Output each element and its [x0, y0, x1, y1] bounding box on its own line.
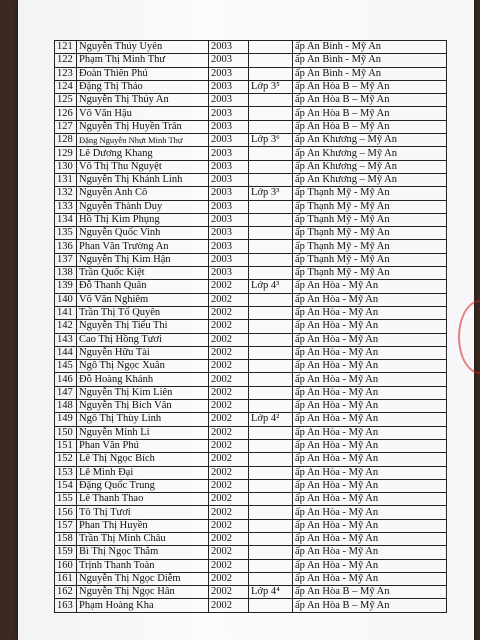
stt-cell: 155: [55, 493, 77, 506]
address-cell: ấp An Hòa - Mỹ An: [293, 559, 447, 572]
year-cell: 2002: [209, 346, 249, 359]
table-row: [55, 67, 447, 80]
address-cell: ấp An Hòa - Mỹ An: [293, 280, 447, 293]
class-cell: [249, 67, 293, 80]
name-cell: Nguyễn Quốc Vinh: [77, 227, 209, 240]
address-cell: ấp An Hòa - Mỹ An: [293, 293, 447, 306]
stt-cell: 132: [55, 187, 77, 200]
table-row: [55, 240, 447, 253]
stt-cell: 124: [55, 80, 77, 93]
table-row: [55, 479, 447, 492]
year-cell: 2003: [209, 253, 249, 266]
name-cell: Võ Văn Nghiêm: [77, 293, 209, 306]
name-cell: Nguyễn Thị Huyền Trân: [77, 120, 209, 133]
class-cell: Lớp 4⁴: [249, 586, 293, 599]
name-cell: Nguyễn Thị Thúy An: [77, 94, 209, 107]
table-row: [55, 466, 447, 479]
stt-cell: 149: [55, 413, 77, 426]
class-cell: [249, 160, 293, 173]
address-cell: ấp An Hòa B – Mỹ An: [293, 107, 447, 120]
year-cell: 2002: [209, 320, 249, 333]
class-cell: [249, 54, 293, 67]
year-cell: 2003: [209, 200, 249, 213]
class-cell: [249, 360, 293, 373]
table-row: [55, 493, 447, 506]
year-cell: 2002: [209, 493, 249, 506]
address-cell: ấp An Hòa - Mỹ An: [293, 413, 447, 426]
class-cell: [249, 453, 293, 466]
student-table-body: [55, 41, 447, 613]
class-cell: Lớp 3⁶: [249, 134, 293, 147]
stt-cell: 140: [55, 293, 77, 306]
year-cell: 2002: [209, 479, 249, 492]
address-cell: ấp Thạnh Mỹ - Mỹ An: [293, 253, 447, 266]
name-cell: Phan Văn Phú: [77, 439, 209, 452]
address-cell: ấp An Hòa - Mỹ An: [293, 360, 447, 373]
stt-cell: 142: [55, 320, 77, 333]
name-cell: Phạm Thị Minh Thư: [77, 54, 209, 67]
class-cell: [249, 426, 293, 439]
class-cell: [249, 572, 293, 585]
year-cell: 2003: [209, 240, 249, 253]
name-cell: Phạm Hoàng Kha: [77, 599, 209, 612]
year-cell: 2002: [209, 453, 249, 466]
name-cell: Đỗ Thanh Quân: [77, 280, 209, 293]
stt-cell: 137: [55, 253, 77, 266]
table-row: [55, 346, 447, 359]
year-cell: 2002: [209, 506, 249, 519]
stt-cell: 162: [55, 586, 77, 599]
name-cell: Nguyễn Thị Ngọc Diễm: [77, 572, 209, 585]
table-row: [55, 147, 447, 160]
year-cell: 2003: [209, 147, 249, 160]
class-cell: [249, 519, 293, 532]
name-cell: Võ Văn Hậu: [77, 107, 209, 120]
stt-cell: 125: [55, 94, 77, 107]
address-cell: ấp An Hòa - Mỹ An: [293, 493, 447, 506]
class-cell: [249, 227, 293, 240]
stt-cell: 121: [55, 41, 77, 54]
address-cell: ấp An Hòa B – Mỹ An: [293, 94, 447, 107]
stt-cell: 161: [55, 572, 77, 585]
name-cell: Trần Thị Minh Châu: [77, 532, 209, 545]
year-cell: 2003: [209, 94, 249, 107]
year-cell: 2002: [209, 360, 249, 373]
class-cell: Lớp 3⁵: [249, 80, 293, 93]
name-cell: Nguyễn Thị Ngọc Hân: [77, 586, 209, 599]
table-row: [55, 41, 447, 54]
table-row: [55, 200, 447, 213]
table-row: [55, 120, 447, 133]
table-row: [55, 439, 447, 452]
year-cell: 2002: [209, 373, 249, 386]
class-cell: [249, 559, 293, 572]
student-table: [54, 40, 447, 613]
stt-cell: 148: [55, 400, 77, 413]
year-cell: 2002: [209, 572, 249, 585]
stt-cell: 123: [55, 67, 77, 80]
stt-cell: 129: [55, 147, 77, 160]
table-row: [55, 280, 447, 293]
address-cell: ấp An Hòa - Mỹ An: [293, 333, 447, 346]
address-cell: ấp An Hòa - Mỹ An: [293, 453, 447, 466]
name-cell: Lê Thanh Thao: [77, 493, 209, 506]
address-cell: ấp An Hòa - Mỹ An: [293, 506, 447, 519]
table-row: [55, 54, 447, 67]
class-cell: [249, 213, 293, 226]
stt-cell: 131: [55, 173, 77, 186]
year-cell: 2002: [209, 586, 249, 599]
name-cell: Trịnh Thanh Toàn: [77, 559, 209, 572]
address-cell: ấp An Hòa - Mỹ An: [293, 346, 447, 359]
class-cell: [249, 532, 293, 545]
table-row: [55, 599, 447, 612]
class-cell: [249, 267, 293, 280]
class-cell: [249, 320, 293, 333]
address-cell: ấp An Hòa B – Mỹ An: [293, 120, 447, 133]
name-cell: Lê Thị Ngọc Bích: [77, 453, 209, 466]
address-cell: ấp An Hòa - Mỹ An: [293, 320, 447, 333]
year-cell: 2003: [209, 227, 249, 240]
name-cell: Nguyễn Hữu Tài: [77, 346, 209, 359]
year-cell: 2002: [209, 413, 249, 426]
address-cell: ấp An Hòa B – Mỹ An: [293, 586, 447, 599]
name-cell: Đặng Quốc Trung: [77, 479, 209, 492]
table-row: [55, 426, 447, 439]
table-row: [55, 253, 447, 266]
name-cell: Ngô Thị Thùy Linh: [77, 413, 209, 426]
table-row: [55, 320, 447, 333]
class-cell: [249, 120, 293, 133]
class-cell: [249, 200, 293, 213]
name-cell: Phan Thị Huyền: [77, 519, 209, 532]
stt-cell: 126: [55, 107, 77, 120]
address-cell: ấp Thạnh Mỹ - Mỹ An: [293, 200, 447, 213]
table-row: [55, 187, 447, 200]
stt-cell: 130: [55, 160, 77, 173]
year-cell: 2002: [209, 280, 249, 293]
stt-cell: 138: [55, 267, 77, 280]
class-cell: [249, 253, 293, 266]
address-cell: ấp An Khương – Mỹ An: [293, 134, 447, 147]
year-cell: 2002: [209, 466, 249, 479]
table-row: [55, 519, 447, 532]
class-cell: [249, 240, 293, 253]
year-cell: 2002: [209, 293, 249, 306]
address-cell: ấp An Hòa - Mỹ An: [293, 400, 447, 413]
year-cell: 2003: [209, 187, 249, 200]
name-cell: Võ Thị Thu Nguyệt: [77, 160, 209, 173]
year-cell: 2003: [209, 267, 249, 280]
address-cell: ấp An Khương – Mỹ An: [293, 160, 447, 173]
table-row: [55, 293, 447, 306]
stt-cell: 153: [55, 466, 77, 479]
address-cell: ấp An Bình - Mỹ An: [293, 54, 447, 67]
address-cell: ấp An Hòa - Mỹ An: [293, 439, 447, 452]
address-cell: ấp An Hòa - Mỹ An: [293, 466, 447, 479]
table-row: [55, 559, 447, 572]
name-cell: Tô Thị Tươi: [77, 506, 209, 519]
table-row: [55, 413, 447, 426]
name-cell: Đỗ Hoàng Khánh: [77, 373, 209, 386]
class-cell: Lớp 4³: [249, 280, 293, 293]
stt-cell: 135: [55, 227, 77, 240]
name-cell: Nguyễn Minh Lí: [77, 426, 209, 439]
stt-cell: 128: [55, 134, 77, 147]
table-row: [55, 333, 447, 346]
name-cell: Cao Thị Hồng Tươi: [77, 333, 209, 346]
stt-cell: 139: [55, 280, 77, 293]
name-cell: Trần Thị Tố Quyên: [77, 306, 209, 319]
year-cell: 2002: [209, 306, 249, 319]
name-cell: Nguyễn Anh Cô: [77, 187, 209, 200]
table-row: [55, 532, 447, 545]
table-row: [55, 386, 447, 399]
address-cell: ấp An Hòa - Mỹ An: [293, 373, 447, 386]
stt-cell: 156: [55, 506, 77, 519]
year-cell: 2003: [209, 120, 249, 133]
name-cell: Lê Minh Đại: [77, 466, 209, 479]
address-cell: ấp An Bình - Mỹ An: [293, 67, 447, 80]
class-cell: [249, 400, 293, 413]
stt-cell: 122: [55, 54, 77, 67]
name-cell: Nguyễn Thị Tiểu Thi: [77, 320, 209, 333]
year-cell: 2002: [209, 532, 249, 545]
year-cell: 2002: [209, 599, 249, 612]
table-row: [55, 213, 447, 226]
address-cell: ấp Thạnh Mỹ - Mỹ An: [293, 240, 447, 253]
address-cell: ấp An Hòa - Mỹ An: [293, 426, 447, 439]
address-cell: ấp An Khương – Mỹ An: [293, 173, 447, 186]
class-cell: [249, 107, 293, 120]
year-cell: 2002: [209, 426, 249, 439]
year-cell: 2003: [209, 54, 249, 67]
class-cell: [249, 493, 293, 506]
stt-cell: 152: [55, 453, 77, 466]
class-cell: [249, 333, 293, 346]
stt-cell: 143: [55, 333, 77, 346]
name-cell: Hồ Thị Kim Phụng: [77, 213, 209, 226]
stt-cell: 127: [55, 120, 77, 133]
address-cell: ấp An Hòa - Mỹ An: [293, 519, 447, 532]
name-cell: Lê Dương Khang: [77, 147, 209, 160]
class-cell: [249, 41, 293, 54]
name-cell: Trần Quốc Kiệt: [77, 267, 209, 280]
stt-cell: 147: [55, 386, 77, 399]
table-row: [55, 107, 447, 120]
table-row: [55, 453, 447, 466]
class-cell: [249, 306, 293, 319]
class-cell: [249, 599, 293, 612]
table-row: [55, 173, 447, 186]
name-cell: Nguyễn Thị Kim Hận: [77, 253, 209, 266]
name-cell: Bì Thị Ngọc Thắm: [77, 546, 209, 559]
table-row: [55, 80, 447, 93]
name-cell: Phan Văn Trường An: [77, 240, 209, 253]
name-cell: Nguyễn Thị Bích Vân: [77, 400, 209, 413]
table-row: [55, 360, 447, 373]
stt-cell: 151: [55, 439, 77, 452]
name-cell: Đoàn Thiên Phú: [77, 67, 209, 80]
stt-cell: 160: [55, 559, 77, 572]
address-cell: ấp An Hòa - Mỹ An: [293, 572, 447, 585]
stt-cell: 141: [55, 306, 77, 319]
stt-cell: 157: [55, 519, 77, 532]
address-cell: ấp An Hòa B – Mỹ An: [293, 599, 447, 612]
class-cell: [249, 466, 293, 479]
name-cell: Nguyễn Thúy Uyên: [77, 41, 209, 54]
name-cell: Ngô Thị Ngọc Xuân: [77, 360, 209, 373]
name-cell: Đặng Thị Thảo: [77, 80, 209, 93]
name-cell: Nguyễn Thành Duy: [77, 200, 209, 213]
class-cell: [249, 546, 293, 559]
table-row: [55, 227, 447, 240]
address-cell: ấp Thạnh Mỹ - Mỹ An: [293, 267, 447, 280]
stt-cell: 154: [55, 479, 77, 492]
class-cell: [249, 147, 293, 160]
stt-cell: 144: [55, 346, 77, 359]
address-cell: ấp An Khương – Mỹ An: [293, 147, 447, 160]
name-cell: Nguyễn Thị Khánh Linh: [77, 173, 209, 186]
class-cell: Lớp 4²: [249, 413, 293, 426]
year-cell: 2003: [209, 160, 249, 173]
table-row: [55, 572, 447, 585]
class-cell: [249, 373, 293, 386]
year-cell: 2003: [209, 107, 249, 120]
class-cell: Lớp 3³: [249, 187, 293, 200]
table-row: [55, 94, 447, 107]
year-cell: 2003: [209, 134, 249, 147]
stt-cell: 133: [55, 200, 77, 213]
address-cell: ấp An Hòa - Mỹ An: [293, 386, 447, 399]
address-cell: ấp An Hòa - Mỹ An: [293, 306, 447, 319]
class-cell: [249, 173, 293, 186]
year-cell: 2003: [209, 173, 249, 186]
table-row: [55, 400, 447, 413]
year-cell: 2002: [209, 519, 249, 532]
stt-cell: 145: [55, 360, 77, 373]
year-cell: 2002: [209, 400, 249, 413]
address-cell: ấp An Bình - Mỹ An: [293, 41, 447, 54]
stt-cell: 159: [55, 546, 77, 559]
class-cell: [249, 506, 293, 519]
address-cell: ấp Thạnh Mỹ - Mỹ An: [293, 187, 447, 200]
name-cell: Nguyễn Thị Kim Liên: [77, 386, 209, 399]
year-cell: 2003: [209, 213, 249, 226]
address-cell: ấp An Hòa - Mỹ An: [293, 479, 447, 492]
table-row: [55, 373, 447, 386]
address-cell: ấp An Hòa - Mỹ An: [293, 546, 447, 559]
year-cell: 2002: [209, 546, 249, 559]
name-cell: Đặng Nguyễn Nhựt Minh Thư: [77, 134, 209, 147]
address-cell: ấp An Hòa B – Mỹ An: [293, 80, 447, 93]
stt-cell: 150: [55, 426, 77, 439]
stt-cell: 163: [55, 599, 77, 612]
stt-cell: 134: [55, 213, 77, 226]
table-row: [55, 546, 447, 559]
address-cell: ấp Thạnh Mỹ - Mỹ An: [293, 213, 447, 226]
class-cell: [249, 479, 293, 492]
table-row: [55, 306, 447, 319]
stt-cell: 158: [55, 532, 77, 545]
year-cell: 2003: [209, 67, 249, 80]
year-cell: 2002: [209, 386, 249, 399]
address-cell: ấp An Hòa - Mỹ An: [293, 532, 447, 545]
class-cell: [249, 386, 293, 399]
table-row: [55, 267, 447, 280]
stt-cell: 146: [55, 373, 77, 386]
table-row: [55, 160, 447, 173]
year-cell: 2003: [209, 41, 249, 54]
table-row: [55, 586, 447, 599]
address-cell: ấp Thạnh Mỹ - Mỹ An: [293, 227, 447, 240]
class-cell: [249, 94, 293, 107]
year-cell: 2002: [209, 439, 249, 452]
class-cell: [249, 346, 293, 359]
class-cell: [249, 293, 293, 306]
stt-cell: 136: [55, 240, 77, 253]
table-row: [55, 506, 447, 519]
table-row: [55, 134, 447, 147]
class-cell: [249, 439, 293, 452]
year-cell: 2002: [209, 559, 249, 572]
year-cell: 2002: [209, 333, 249, 346]
year-cell: 2003: [209, 80, 249, 93]
